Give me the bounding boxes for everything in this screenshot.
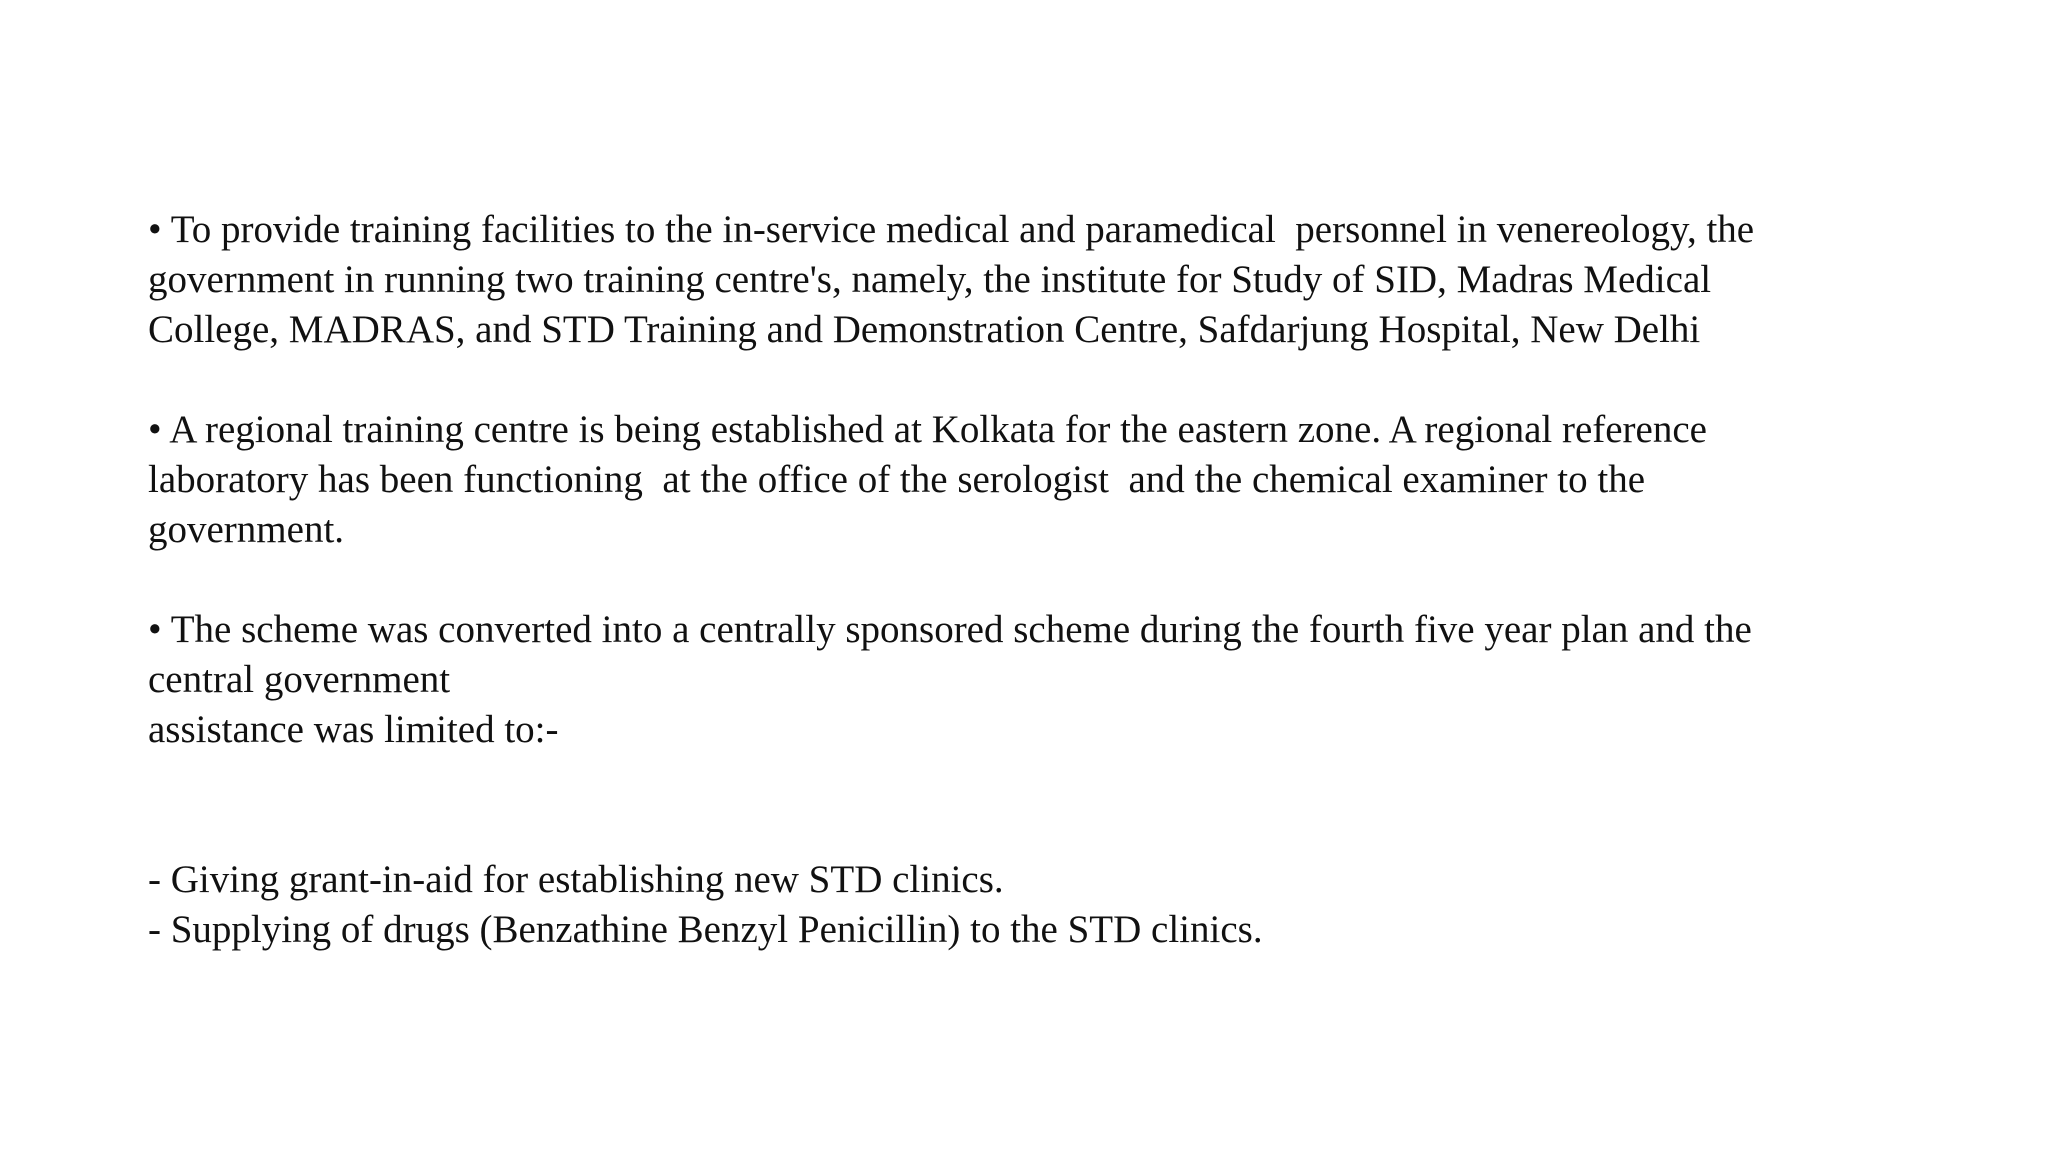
text-line: laboratory has been functioning at the office of the serologist and the chemical examiner to the xyxy=(148,458,1646,501)
paragraph-training-facilities xyxy=(148,205,1948,355)
assistance-list xyxy=(148,855,1948,955)
text-line: • The scheme was converted into a centrally sponsored scheme during the fourth five year plan and the xyxy=(148,608,1752,651)
slide-body xyxy=(148,205,1948,955)
paragraph-spacer xyxy=(148,755,1948,855)
text-line: assistance was limited to:- xyxy=(148,708,559,751)
list-item: - Giving grant-in-aid for establishing new STD clinics. xyxy=(148,858,1004,901)
text-line: government in running two training centre's, namely, the institute for Study of SID, Madras Medical xyxy=(148,258,1712,301)
text-line: central government xyxy=(148,658,451,701)
list-item: - Supplying of drugs (Benzathine Benzyl Penicillin) to the STD clinics. xyxy=(148,908,1263,951)
text-line: • A regional training centre is being established at Kolkata for the eastern zone. A regional reference xyxy=(148,408,1707,451)
text-line: • To provide training facilities to the in-service medical and paramedical personnel in venereology, the xyxy=(148,208,1755,251)
paragraph-regional-centre xyxy=(148,405,1948,555)
text-line: government. xyxy=(148,508,345,551)
paragraph-spacer xyxy=(148,555,1948,605)
paragraph-spacer xyxy=(148,355,1948,405)
text-line: College, MADRAS, and STD Training and Demonstration Centre, Safdarjung Hospital, New Delhi xyxy=(148,308,1701,351)
paragraph-centrally-sponsored xyxy=(148,605,1948,755)
